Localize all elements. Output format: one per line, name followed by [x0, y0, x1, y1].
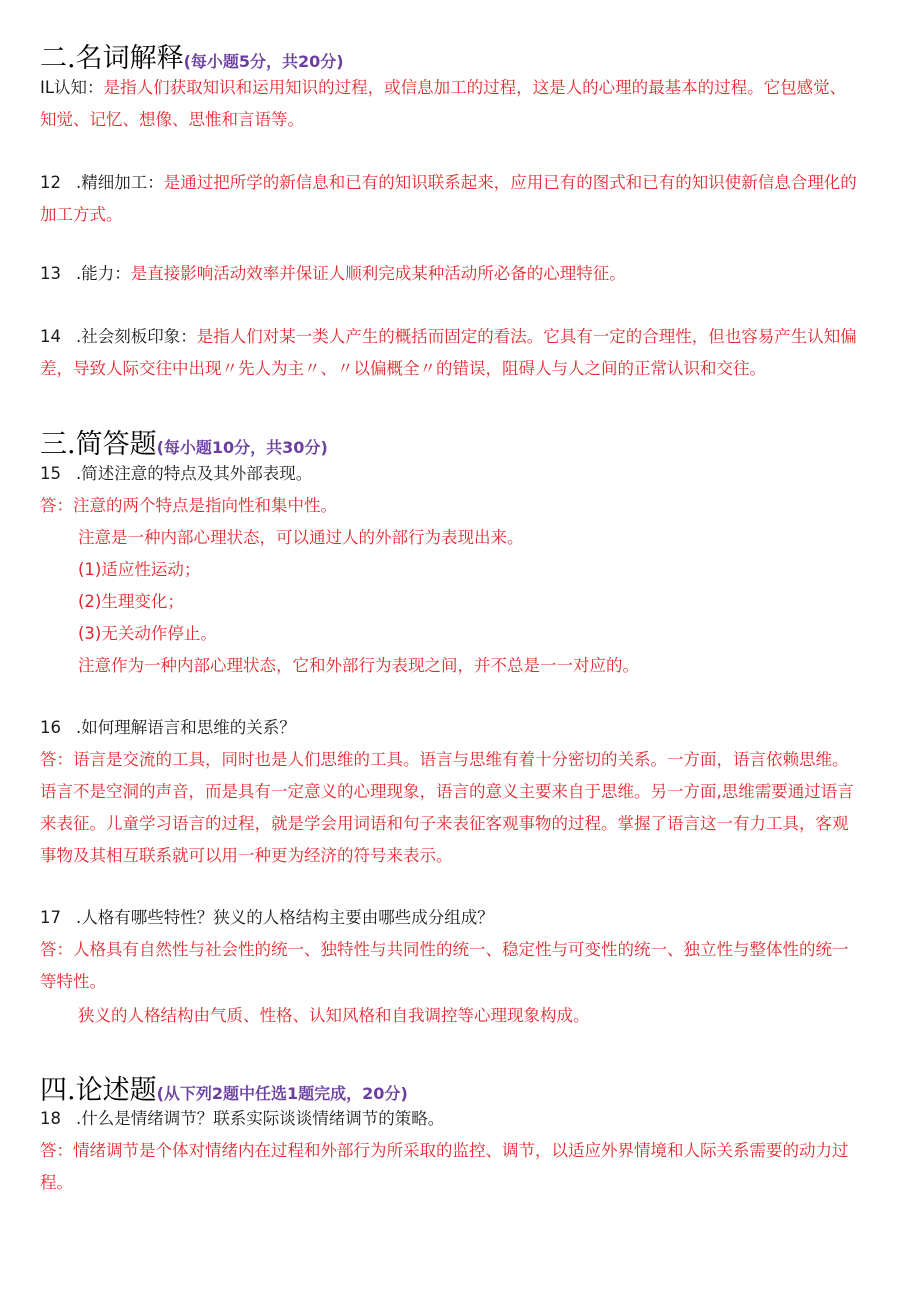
answer-16-line2: 语言不是空洞的声音，而是具有一定意义的心理现象，语言的意义主要来自于思维。另一方面,思维需要通过语言	[40, 782, 854, 801]
section-title-short-answer	[40, 422, 328, 461]
answer-label: 答：	[40, 1141, 73, 1160]
term-definition: 是指人们获取知识和运用知识的过程，或信息加工的过程，这是人的心理的最基本的过程。它包感觉、	[103, 78, 847, 97]
answer-label: 答：	[40, 940, 73, 959]
question-text: .简述注意的特点及其外部表现。	[76, 464, 313, 483]
answer-18-line2: 程。	[40, 1173, 73, 1192]
section-score-note: (每小题10分，共30分)	[156, 438, 328, 457]
question-text: .如何理解语言和思维的关系？	[76, 718, 296, 737]
question-15	[40, 458, 882, 490]
answer-16-line3: 来表征。儿童学习语言的过程，就是学会用词语和句子来表征客观事物的过程。掌握了语言这一有力工具，客观	[40, 814, 849, 833]
term-label: .能力：	[76, 264, 131, 283]
answer-15-line2: 注意是一种内部心理状态，可以通过人的外部行为表现出来。	[78, 528, 524, 547]
answer-15-line1	[40, 490, 882, 522]
answer-text: 注意的两个特点是指向性和集中性。	[73, 496, 337, 515]
question-17	[40, 902, 882, 934]
term-item-12-line2: 加工方式。	[40, 205, 123, 224]
term-label: .社会刻板印象：	[76, 327, 197, 346]
answer-15-line5: (3)无关动作停止。	[78, 624, 217, 643]
section-heading: 三.简答题	[40, 429, 157, 460]
term-definition: 是指人们对某一类人产生的概括而固定的看法。它具有一定的合理性，但也容易产生认知偏	[196, 327, 857, 346]
term-item-14-line2: 差，导致人际交往中出现〃先人为主〃、〃以偏概全〃的错误，阻碍人与人之间的正常认识和交往。	[40, 359, 766, 378]
section-title-terms	[40, 36, 344, 75]
term-item-13-line1	[40, 258, 882, 290]
answer-17-line1	[40, 934, 882, 966]
answer-15-line6: 注意作为一种内部心理状态，它和外部行为表现之间，并不总是一一对应的。	[78, 656, 639, 675]
term-item-12-line1	[40, 167, 882, 199]
question-18	[40, 1103, 882, 1135]
answer-17-line3: 狭义的人格结构由气质、性格、认知风格和自我调控等心理现象构成。	[78, 1006, 590, 1025]
answer-text: 人格具有自然性与社会性的统一、独特性与共同性的统一、稳定性与可变性的统一、独立性与整体性的统一	[73, 940, 849, 959]
term-item-11-line1	[40, 72, 882, 104]
question-16	[40, 712, 882, 744]
question-text: .什么是情绪调节？联系实际谈谈情绪调节的策略。	[76, 1109, 445, 1128]
item-number: 16	[40, 718, 61, 737]
term-definition: 是通过把所学的新信息和已有的知识联系起来，应用已有的图式和已有的知识使新信息合理化的	[163, 173, 857, 192]
answer-text: 情绪调节是个体对情绪内在过程和外部行为所采取的监控、调节，以适应外界情境和人际关系需要的动力过	[73, 1141, 849, 1160]
section-score-note: (从下列2题中任选1题完成，20分)	[156, 1084, 408, 1103]
answer-text: 语言是交流的工具，同时也是人们思维的工具。语言与思维有着十分密切的关系。一方面，语言依赖思维。	[73, 750, 849, 769]
answer-17-line2: 等特性。	[40, 972, 106, 991]
answer-18-line1	[40, 1135, 882, 1167]
item-number: 12	[40, 173, 61, 192]
term-item-11-line2: 知觉、记忆、想像、思惟和言语等。	[40, 110, 304, 129]
answer-label: 答：	[40, 750, 73, 769]
item-number: 13	[40, 264, 61, 283]
question-text: .人格有哪些特性？狭义的人格结构主要由哪些成分组成？	[76, 908, 494, 927]
section-score-note: (每小题5分，共20分)	[183, 52, 344, 71]
answer-16-line1	[40, 744, 882, 776]
term-definition: 是直接影响活动效率并保证人顺利完成某种活动所必备的心理特征。	[130, 264, 626, 283]
answer-15-line4: (2)生理变化；	[78, 592, 184, 611]
term-label: .精细加工：	[76, 173, 164, 192]
item-number: 15	[40, 464, 61, 483]
answer-16-line4: 事物及其相互联系就可以用一种更为经济的符号来表示。	[40, 846, 453, 865]
item-number: 17	[40, 908, 61, 927]
section-heading: 二.名词解释	[40, 43, 184, 74]
answer-label: 答：	[40, 496, 73, 515]
term-label: IL认知：	[40, 78, 104, 97]
section-title-essay	[40, 1068, 408, 1107]
section-heading: 四.论述题	[40, 1075, 157, 1106]
item-number: 14	[40, 327, 61, 346]
item-number: 18	[40, 1109, 61, 1128]
term-item-14-line1	[40, 321, 882, 353]
answer-15-line3: (1)适应性运动；	[78, 560, 201, 579]
